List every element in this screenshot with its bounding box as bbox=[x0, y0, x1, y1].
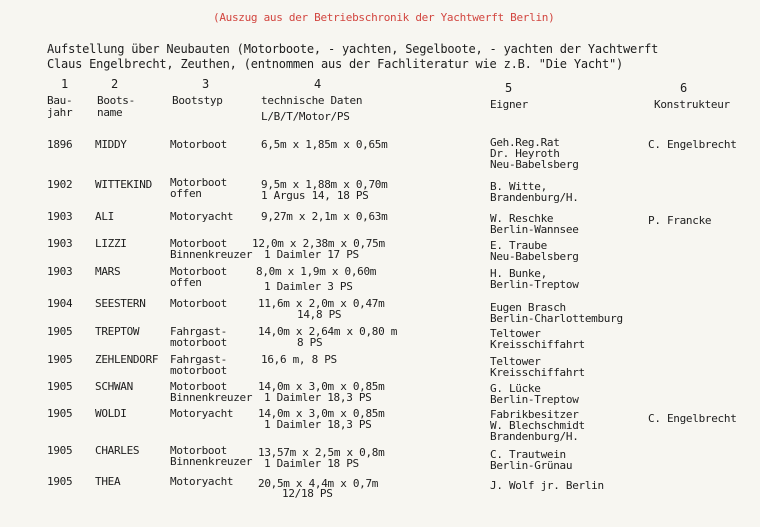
row-owner: Teltower bbox=[490, 327, 541, 340]
row-year: 1905 bbox=[47, 353, 73, 366]
row-owner: W. Blechschmidt bbox=[490, 419, 585, 432]
row-boat-type: Motorboot bbox=[170, 176, 227, 189]
row-tech-data: 12/18 PS bbox=[282, 487, 333, 500]
heading-line-1: Aufstellung über Neubauten (Motorboote, - yachten, Segelboote, - yachten der Yachtwerft bbox=[47, 42, 659, 56]
row-boat-name: WITTEKIND bbox=[95, 178, 152, 191]
row-tech-data: 1 Daimler 17 PS bbox=[264, 248, 359, 261]
row-tech-data: 16,6 m, 8 PS bbox=[261, 353, 337, 366]
row-owner: C. Trautwein bbox=[490, 448, 566, 461]
row-year: 1905 bbox=[47, 325, 73, 338]
row-year: 1903 bbox=[47, 265, 73, 278]
row-boat-type: Motorboot bbox=[170, 297, 227, 310]
row-tech-data: 13,57m x 2,5m x 0,8m bbox=[258, 446, 385, 459]
row-owner: Berlin-Grünau bbox=[490, 459, 573, 472]
row-tech-data: 12,0m x 2,38m x 0,75m bbox=[252, 237, 385, 250]
row-boat-name: LIZZI bbox=[95, 237, 127, 250]
column-header-name-1: Boots- bbox=[97, 94, 135, 107]
row-tech-data: 14,8 PS bbox=[297, 308, 342, 321]
row-designer: P. Francke bbox=[648, 214, 712, 227]
row-owner: Brandenburg/H. bbox=[490, 191, 579, 204]
row-boat-type: motorboot bbox=[170, 336, 227, 349]
row-tech-data: 11,6m x 2,0m x 0,47m bbox=[258, 297, 385, 310]
column-header-owner: Eigner bbox=[490, 98, 528, 111]
row-tech-data: 1 Argus 14, 18 PS bbox=[261, 189, 369, 202]
column-header-type: Bootstyp bbox=[172, 94, 223, 107]
row-boat-type: Motorboot bbox=[170, 138, 227, 151]
row-boat-type: offen bbox=[170, 276, 202, 289]
row-tech-data: 6,5m x 1,85m x 0,65m bbox=[261, 138, 388, 151]
row-tech-data: 1 Daimler 18,3 PS bbox=[264, 391, 372, 404]
row-owner: Neu-Babelsberg bbox=[490, 158, 579, 171]
row-year: 1903 bbox=[47, 210, 73, 223]
row-year: 1902 bbox=[47, 178, 73, 191]
column-number-2: 2 bbox=[111, 77, 118, 91]
row-owner: Fabrikbesitzer bbox=[490, 408, 579, 421]
row-boat-name: ZEHLENDORF bbox=[95, 353, 159, 366]
row-owner: Dr. Heyroth bbox=[490, 147, 560, 160]
row-year: 1905 bbox=[47, 444, 73, 457]
row-boat-name: THEA bbox=[95, 475, 121, 488]
column-header-name-2: name bbox=[97, 106, 123, 119]
row-tech-data: 9,5m x 1,88m x 0,70m bbox=[261, 178, 388, 191]
row-boat-name: SEESTERN bbox=[95, 297, 146, 310]
row-boat-type: Motorboot bbox=[170, 380, 227, 393]
row-owner: Brandenburg/H. bbox=[490, 430, 579, 443]
column-header-year-1: Bau- bbox=[47, 94, 73, 107]
row-owner: G. Lücke bbox=[490, 382, 541, 395]
row-owner: H. Bunke, bbox=[490, 267, 547, 280]
column-number-6: 6 bbox=[680, 81, 687, 95]
row-owner: J. Wolf jr. Berlin bbox=[490, 479, 604, 492]
row-boat-type: Motorboot bbox=[170, 444, 227, 457]
document-title: (Auszug aus der Betriebschronik der Yachtwerft Berlin) bbox=[213, 11, 555, 24]
heading-line-2: Claus Engelbrecht, Zeuthen, (entnommen aus der Fachliteratur wie z.B. "Die Yacht") bbox=[47, 57, 624, 71]
row-owner: Berlin-Wannsee bbox=[490, 223, 579, 236]
row-boat-type: Motorboot bbox=[170, 265, 227, 278]
column-number-3: 3 bbox=[202, 77, 209, 91]
row-owner: Kreisschiffahrt bbox=[490, 338, 585, 351]
column-number-4: 4 bbox=[314, 77, 321, 91]
row-boat-type: Binnenkreuzer bbox=[170, 391, 253, 404]
row-tech-data: 8 PS bbox=[297, 336, 323, 349]
row-boat-name: TREPTOW bbox=[95, 325, 140, 338]
row-boat-type: Motorboot bbox=[170, 237, 227, 250]
row-tech-data: 9,27m x 2,1m x 0,63m bbox=[261, 210, 388, 223]
row-owner: B. Witte, bbox=[490, 180, 547, 193]
row-tech-data: 1 Daimler 18 PS bbox=[264, 457, 359, 470]
column-number-5: 5 bbox=[505, 81, 512, 95]
row-owner: Berlin-Charlottemburg bbox=[490, 312, 623, 325]
row-tech-data: 20,5m x 4,4m x 0,7m bbox=[258, 477, 379, 490]
row-boat-name: WOLDI bbox=[95, 407, 127, 420]
row-boat-name: SCHWAN bbox=[95, 380, 133, 393]
row-year: 1903 bbox=[47, 237, 73, 250]
row-owner: E. Traube bbox=[490, 239, 547, 252]
row-boat-name: ALI bbox=[95, 210, 114, 223]
row-designer: C. Engelbrecht bbox=[648, 412, 737, 425]
row-tech-data: 14,0m x 3,0m x 0,85m bbox=[258, 407, 385, 420]
row-year: 1905 bbox=[47, 380, 73, 393]
row-designer: C. Engelbrecht bbox=[648, 138, 737, 151]
row-owner: Teltower bbox=[490, 355, 541, 368]
row-boat-type: offen bbox=[170, 187, 202, 200]
row-boat-type: Fahrgast- bbox=[170, 325, 227, 338]
row-boat-name: CHARLES bbox=[95, 444, 140, 457]
row-boat-name: MIDDY bbox=[95, 138, 127, 151]
row-owner: Berlin-Treptow bbox=[490, 278, 579, 291]
row-owner: W. Reschke bbox=[490, 212, 554, 225]
row-tech-data: 1 Daimler 3 PS bbox=[264, 280, 353, 293]
column-header-year-2: jahr bbox=[47, 106, 73, 119]
row-boat-type: Motoryacht bbox=[170, 210, 234, 223]
column-header-tech-1: technische Daten bbox=[261, 94, 363, 107]
row-year: 1896 bbox=[47, 138, 73, 151]
row-owner: Kreisschiffahrt bbox=[490, 366, 585, 379]
row-year: 1905 bbox=[47, 475, 73, 488]
row-tech-data: 14,0m x 2,64m x 0,80 m bbox=[258, 325, 398, 338]
row-boat-type: Fahrgast- bbox=[170, 353, 227, 366]
row-boat-type: Binnenkreuzer bbox=[170, 455, 253, 468]
column-number-1: 1 bbox=[61, 77, 68, 91]
column-header-tech-2: L/B/T/Motor/PS bbox=[261, 110, 350, 123]
row-tech-data: 14,0m x 3,0m x 0,85m bbox=[258, 380, 385, 393]
row-year: 1905 bbox=[47, 407, 73, 420]
row-owner: Eugen Brasch bbox=[490, 301, 566, 314]
row-boat-type: Binnenkreuzer bbox=[170, 248, 253, 261]
column-header-designer: Konstrukteur bbox=[654, 98, 730, 111]
row-boat-type: motorboot bbox=[170, 364, 227, 377]
row-year: 1904 bbox=[47, 297, 73, 310]
row-boat-name: MARS bbox=[95, 265, 121, 278]
row-tech-data: 1 Daimler 18,3 PS bbox=[264, 418, 372, 431]
row-owner: Berlin-Treptow bbox=[490, 393, 579, 406]
row-tech-data: 8,0m x 1,9m x 0,60m bbox=[256, 265, 377, 278]
row-boat-type: Motoryacht bbox=[170, 475, 234, 488]
row-owner: Geh.Reg.Rat bbox=[490, 136, 560, 149]
row-owner: Neu-Babelsberg bbox=[490, 250, 579, 263]
row-boat-type: Motoryacht bbox=[170, 407, 234, 420]
